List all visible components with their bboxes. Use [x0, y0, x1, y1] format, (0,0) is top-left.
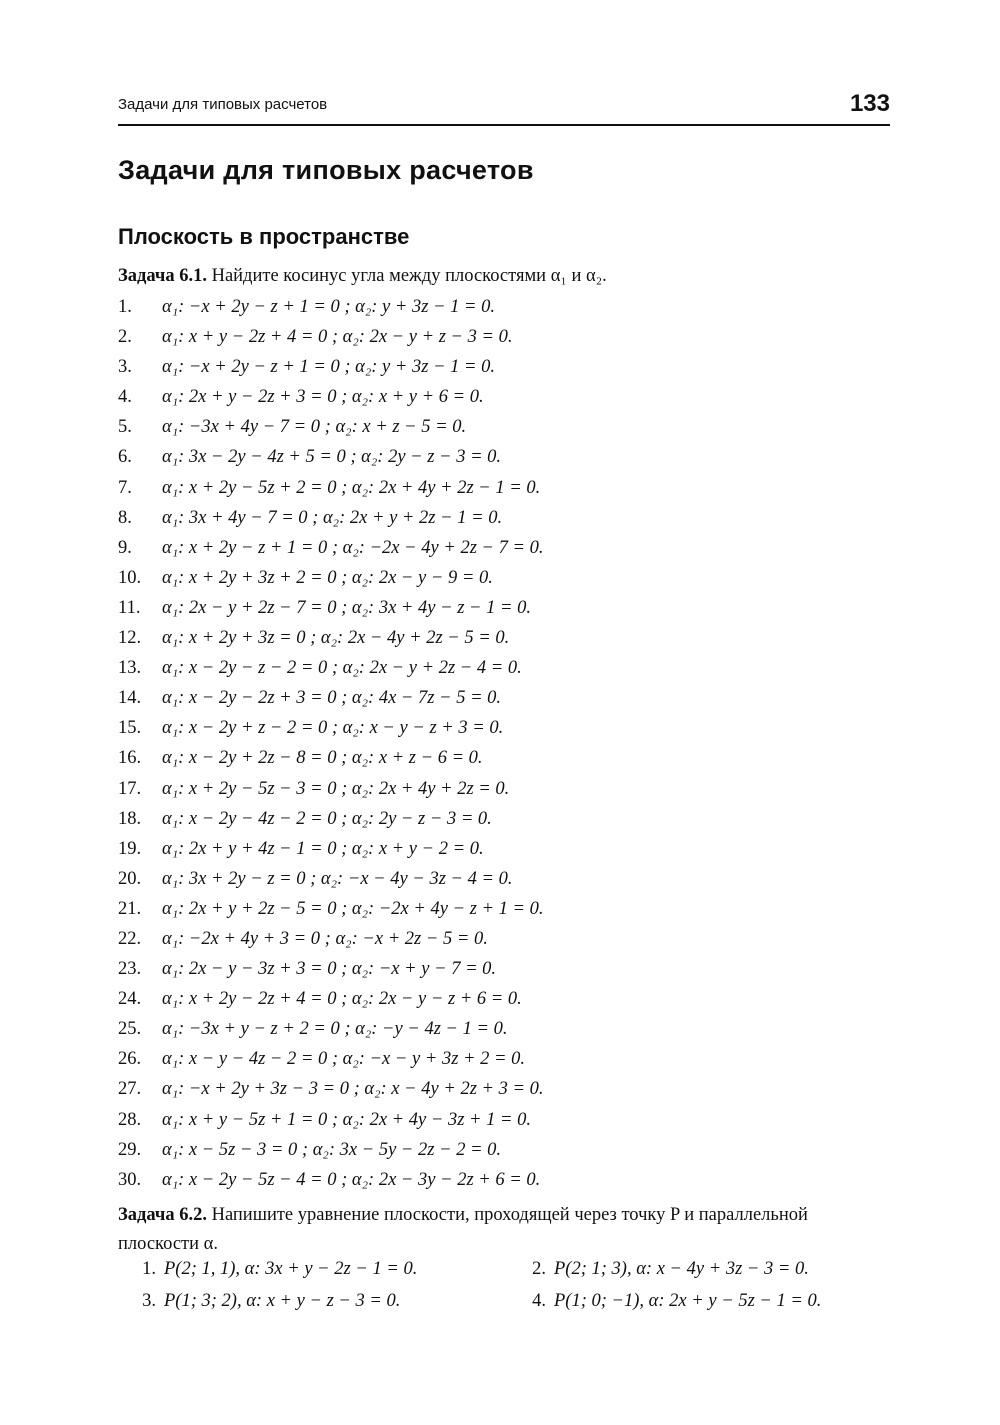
item-number: 17.	[118, 778, 142, 799]
item-number: 28.	[118, 1109, 142, 1130]
list-item	[118, 954, 898, 984]
item-equation: P(1; 3; 2), α: x + y − z − 3 = 0.	[164, 1291, 401, 1311]
item-equation: α₁: x + 2y − 2z + 4 = 0 ; α₂: 2x − y − z + 6 = 0.	[162, 989, 522, 1010]
item-number: 9.	[118, 537, 132, 558]
item-equation: α₁: x − 2y + z − 2 = 0 ; α₂: x − y − z + 3 = 0.	[162, 718, 504, 739]
item-number: 24.	[118, 989, 142, 1010]
list-item	[508, 1254, 809, 1284]
list-item	[118, 442, 898, 472]
item-equation: α₁: −2x + 4y + 3 = 0 ; α₂: −x + 2z − 5 = 0.	[162, 928, 488, 949]
item-equation: P(2; 1; 3), α: x − 4y + 3z − 3 = 0.	[554, 1259, 809, 1279]
item-equation: α₁: x + 2y + 3z = 0 ; α₂: 2x − 4y + 2z − 5 = 0.	[162, 628, 510, 649]
item-number: 5.	[118, 417, 132, 438]
task2-text: Напишите уравнение плоскости, проходящей через точку P и параллельной плоскости α.	[118, 1205, 808, 1254]
list-item	[118, 533, 898, 563]
item-equation: α₁: −3x + y − z + 2 = 0 ; α₂: −y − 4z − 1 = 0.	[162, 1019, 508, 1040]
list-item	[118, 713, 898, 743]
list-item	[118, 683, 898, 713]
item-equation: α₁: x + y − 2z + 4 = 0 ; α₂: 2x − y + z − 3 = 0.	[162, 327, 513, 348]
list-item	[118, 804, 898, 834]
item-number: 18.	[118, 808, 142, 829]
list-item	[118, 1074, 898, 1104]
item-equation: α₁: x − 2y + 2z − 8 = 0 ; α₂: x + z − 6 = 0.	[162, 748, 483, 769]
item-number: 25.	[118, 1019, 142, 1040]
item-number: 8.	[118, 507, 132, 528]
item-equation: α₁: −x + 2y − z + 1 = 0 ; α₂: y + 3z − 1 = 0.	[162, 357, 496, 378]
list-item	[118, 382, 898, 412]
item-number: 11.	[118, 597, 141, 618]
item-number: 22.	[118, 928, 142, 949]
item-number: 4.	[532, 1291, 546, 1311]
list-item	[118, 1165, 898, 1195]
list-item	[118, 1135, 898, 1165]
item-equation: P(2; 1, 1), α: 3x + y − 2z − 1 = 0.	[164, 1259, 418, 1279]
item-equation: α₁: 2x + y − 2z + 3 = 0 ; α₂: x + y + 6 = 0.	[162, 387, 484, 408]
item-number: 1.	[142, 1259, 156, 1279]
item-equation: α₁: x + 2y − z + 1 = 0 ; α₂: −2x − 4y + 2z − 7 = 0.	[162, 537, 544, 558]
item-equation: α₁: x − 2y − 5z − 4 = 0 ; α₂: 2x − 3y − 2z + 6 = 0.	[162, 1169, 541, 1190]
list-item	[118, 292, 898, 322]
item-equation: α₁: x − 2y − z − 2 = 0 ; α₂: 2x − y + 2z − 4 = 0.	[162, 658, 522, 679]
task1-list	[118, 292, 898, 1195]
page-number: 133	[849, 90, 890, 117]
item-number: 12.	[118, 628, 142, 649]
list-item	[508, 1286, 821, 1316]
item-equation: α₁: x − 2y − 4z − 2 = 0 ; α₂: 2y − z − 3 = 0.	[162, 808, 492, 829]
item-number: 23.	[118, 959, 142, 980]
list-item	[118, 503, 898, 533]
list-item	[118, 1014, 898, 1044]
item-number: 4.	[118, 387, 132, 408]
item-equation: α₁: 2x − y − 3z + 3 = 0 ; α₂: −x + y − 7 = 0.	[162, 959, 497, 980]
item-equation: α₁: 2x + y + 4z − 1 = 0 ; α₂: x + y − 2 = 0.	[162, 838, 484, 859]
list-item	[118, 623, 898, 653]
list-item	[118, 743, 898, 773]
item-equation: α₁: 2x + y + 2z − 5 = 0 ; α₂: −2x + 4y − z + 1 = 0.	[162, 898, 544, 919]
item-number: 3.	[142, 1291, 156, 1311]
item-number: 27.	[118, 1079, 142, 1100]
item-number: 15.	[118, 718, 142, 739]
item-equation: α₁: −x + 2y − z + 1 = 0 ; α₂: y + 3z − 1 = 0.	[162, 297, 496, 317]
task1-text: Найдите косинус угла между плоскостями α₁ и α₂.	[211, 266, 607, 286]
task2-heading	[118, 1201, 890, 1259]
item-equation: α₁: 3x − 2y − 4z + 5 = 0 ; α₂: 2y − z − 3 = 0.	[162, 447, 502, 468]
list-item	[118, 774, 898, 804]
list-item	[118, 593, 898, 623]
list-item	[118, 563, 898, 593]
task1-heading	[118, 264, 607, 288]
task1-label: Задача 6.1.	[118, 266, 207, 286]
item-equation: α₁: −3x + 4y − 7 = 0 ; α₂: x + z − 5 = 0.	[162, 417, 467, 438]
running-header	[118, 88, 890, 126]
item-number: 19.	[118, 838, 142, 859]
list-item	[118, 322, 898, 352]
list-item	[118, 352, 898, 382]
list-item	[118, 894, 898, 924]
subsection-title: Плоскость в пространстве	[118, 224, 410, 249]
item-equation: P(1; 0; −1), α: 2x + y − 5z − 1 = 0.	[554, 1291, 822, 1311]
section-title: Задачи для типовых расчетов	[118, 155, 534, 185]
list-item	[118, 864, 898, 894]
item-equation: α₁: x − 2y − 2z + 3 = 0 ; α₂: 4x − 7z − 5 = 0.	[162, 688, 502, 709]
item-equation: α₁: x + 2y + 3z + 2 = 0 ; α₂: 2x − y − 9 = 0.	[162, 567, 493, 588]
item-number: 20.	[118, 868, 142, 889]
item-equation: α₁: x + 2y − 5z − 3 = 0 ; α₂: 2x + 4y + 2z = 0.	[162, 778, 510, 799]
list-item	[118, 412, 898, 442]
list-item	[118, 924, 898, 954]
item-number: 21.	[118, 898, 142, 919]
item-number: 3.	[118, 357, 132, 378]
item-equation: α₁: 3x + 4y − 7 = 0 ; α₂: 2x + y + 2z − 1 = 0.	[162, 507, 503, 528]
list-item	[118, 473, 898, 503]
item-number: 2.	[532, 1259, 546, 1279]
task2-label: Задача 6.2.	[118, 1205, 207, 1225]
list-item	[118, 1254, 417, 1284]
item-equation: α₁: x + y − 5z + 1 = 0 ; α₂: 2x + 4y − 3z + 1 = 0.	[162, 1109, 532, 1130]
item-number: 2.	[118, 327, 132, 348]
item-number: 26.	[118, 1049, 142, 1070]
item-equation: α₁: x − y − 4z − 2 = 0 ; α₂: −x − y + 3z + 2 = 0.	[162, 1049, 525, 1070]
item-number: 29.	[118, 1139, 142, 1160]
list-item	[118, 984, 898, 1014]
list-item	[118, 1044, 898, 1074]
item-number: 16.	[118, 748, 142, 769]
list-item	[118, 834, 898, 864]
item-equation: α₁: x + 2y − 5z + 2 = 0 ; α₂: 2x + 4y + 2z − 1 = 0.	[162, 477, 541, 498]
item-number: 1.	[118, 297, 132, 317]
item-number: 30.	[118, 1169, 142, 1190]
item-number: 13.	[118, 658, 142, 679]
item-equation: α₁: 2x − y + 2z − 7 = 0 ; α₂: 3x + 4y − z − 1 = 0.	[162, 597, 532, 618]
item-number: 6.	[118, 447, 132, 468]
list-item	[118, 1286, 400, 1316]
item-number: 10.	[118, 567, 142, 588]
item-equation: α₁: x − 5z − 3 = 0 ; α₂: 3x − 5y − 2z − 2 = 0.	[162, 1139, 502, 1160]
list-item	[118, 1105, 898, 1135]
list-item	[118, 653, 898, 683]
item-number: 7.	[118, 477, 132, 498]
running-title: Задачи для типовых расчетов	[118, 96, 328, 113]
item-number: 14.	[118, 688, 142, 709]
item-equation: α₁: −x + 2y + 3z − 3 = 0 ; α₂: x − 4y + 2z + 3 = 0.	[162, 1079, 544, 1100]
item-equation: α₁: 3x + 2y − z = 0 ; α₂: −x − 4y − 3z − 4 = 0.	[162, 868, 513, 889]
